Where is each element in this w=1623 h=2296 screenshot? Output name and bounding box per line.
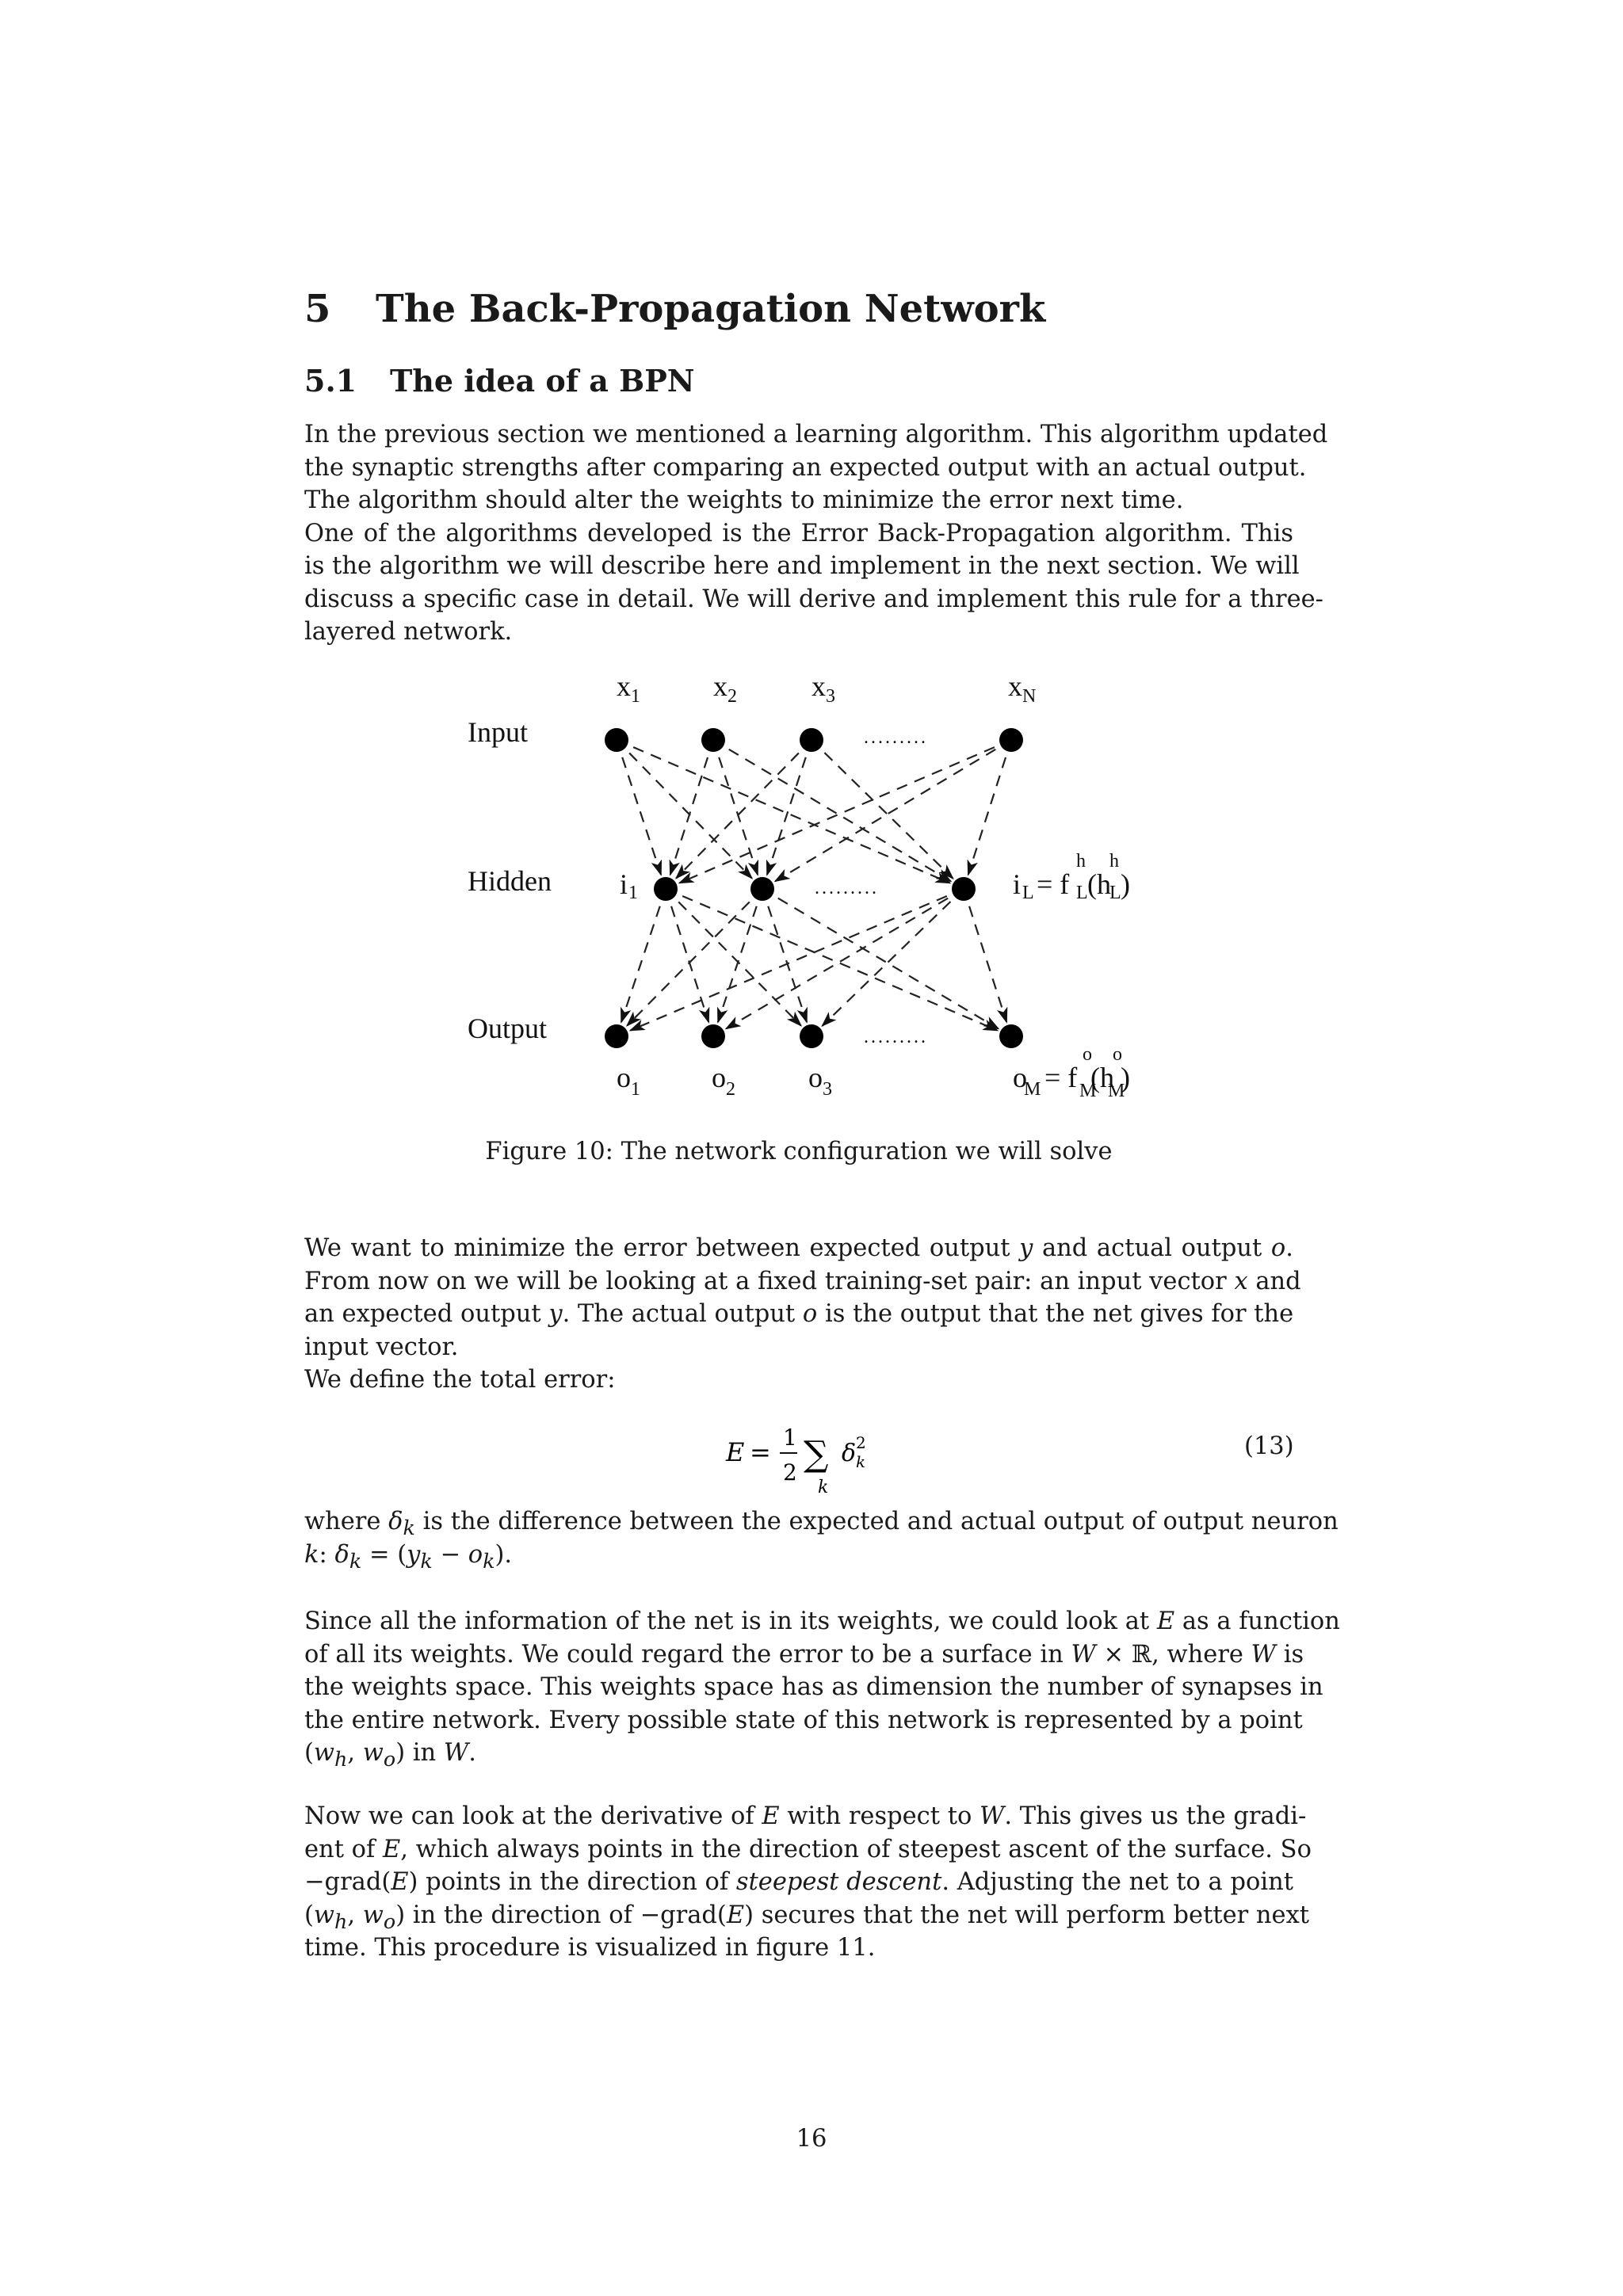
output-eq-f-sub: M <box>1079 1081 1097 1101</box>
text-line: The algorithm should alter the weights to minimize the error next time. <box>304 486 1184 514</box>
hidden-eq-f-sup: h <box>1076 851 1086 871</box>
section-title: The Back-Propagation Network <box>376 287 1046 331</box>
text-line: time. This procedure is visualized in figure 11. <box>304 1934 876 1962</box>
hidden-output-connection <box>682 896 997 1031</box>
input-label-x1: x <box>617 670 631 702</box>
text-line: One of the algorithms developed is the Error Back-Propagation algorithm. This <box>304 519 1293 547</box>
hidden-output-connection <box>621 906 660 1022</box>
hidden-eq-close: ) <box>1121 868 1130 900</box>
equation-number: (13) <box>1244 1432 1294 1460</box>
hidden-output-connection <box>718 906 757 1022</box>
section-number: 5 <box>304 287 331 331</box>
input-label-x1-sub: 1 <box>631 686 640 707</box>
hidden-eq-h-sub: L <box>1109 883 1121 903</box>
input-hidden-connection <box>622 757 661 875</box>
delta-definition <box>304 1505 1338 1573</box>
hidden-neuron <box>952 877 976 901</box>
hidden-label-i1-sub: 1 <box>628 883 638 903</box>
hidden-neuron <box>654 877 678 901</box>
input-label-x2: x <box>713 670 727 702</box>
input-label-x3: x <box>812 670 826 702</box>
text-line: of all its weights. We could regard the error to be a surface in W × ℝ, where W is <box>304 1640 1304 1669</box>
total-error-equation <box>697 1417 935 1496</box>
text-line: We define the total error: <box>304 1366 616 1394</box>
hidden-eq-h: (h <box>1087 868 1111 900</box>
eq-numerator: 1 <box>783 1425 797 1451</box>
text-line: In the previous section we mentioned a learning algorithm. This algorithm updated <box>304 421 1328 448</box>
output-label-o3-sub: 3 <box>823 1079 832 1100</box>
output-label-o1: o <box>617 1062 631 1093</box>
weights-paragraph <box>304 1605 1340 1772</box>
text-line: the entire network. Every possible state of this network is represented by a point <box>304 1706 1303 1734</box>
subsection-title: The idea of a BPN <box>390 363 695 399</box>
text-line: −grad(E) points in the direction of steepest descent. Adjusting the net to a point <box>304 1868 1293 1896</box>
eq-delta-sup: 2 <box>856 1433 866 1452</box>
text-line: Now we can look at the derivative of E with respect to W. This gives us the gradi- <box>304 1802 1307 1830</box>
output-label-o2: o <box>712 1062 726 1093</box>
hidden-eq-h-sup: h <box>1109 851 1119 871</box>
output-neuron <box>605 1024 628 1048</box>
hidden-output-connection <box>627 902 749 1025</box>
eq-delta: δ <box>842 1440 857 1467</box>
eq-E: E <box>726 1437 745 1467</box>
error-paragraph <box>304 1232 1301 1397</box>
eq-sum-index: k <box>818 1478 829 1496</box>
layer-label-input: Input <box>468 716 528 748</box>
text-line: discuss a specific case in detail. We will derive and implement this rule for a three- <box>304 585 1323 613</box>
text-line: ($w_h$, $w_o$) in W. <box>304 1739 476 1772</box>
hidden-ellipsis: ......... <box>815 878 879 898</box>
input-label-x3-sub: 3 <box>826 686 835 707</box>
hidden-output-connection <box>778 898 999 1029</box>
eq-sum-symbol: ∑ <box>804 1434 829 1474</box>
text-line: ent of E, which always points in the direction of steepest ascent of the surface. So <box>304 1835 1312 1863</box>
output-eq-h-sup: o <box>1113 1044 1122 1065</box>
text-line: k: $\delta_k = (y_k - o_k)$. <box>304 1540 513 1573</box>
input-hidden-connection <box>633 747 949 883</box>
input-neuron <box>605 728 628 752</box>
hidden-output-connection <box>630 896 946 1031</box>
input-hidden-connection <box>679 747 994 883</box>
output-eq-h: (h <box>1090 1062 1114 1093</box>
input-hidden-connection <box>729 749 951 882</box>
subsection-number: 5.1 <box>304 363 357 399</box>
figure-caption: Figure 10: The network configuration we will solve <box>485 1138 1113 1165</box>
input-hidden-connection <box>775 749 995 881</box>
page-number: 16 <box>796 2125 827 2153</box>
output-eq-h-sub: M <box>1108 1081 1125 1101</box>
output-label-oM-sub: M <box>1024 1079 1041 1100</box>
output-neuron <box>999 1024 1023 1048</box>
output-label-o3: o <box>808 1062 823 1093</box>
input-neuron <box>701 728 725 752</box>
text-line: layered network. <box>304 618 513 646</box>
hidden-output-connection <box>671 906 708 1022</box>
eq-equals: = <box>750 1437 771 1467</box>
input-label-xN: x <box>1008 670 1022 702</box>
text-line: an expected output y. The actual output o is the output that the net gives for the <box>304 1300 1294 1328</box>
text-line: We want to minimize the error between expected output y and actual output o. <box>304 1234 1293 1262</box>
hidden-output-connection <box>726 898 948 1029</box>
hidden-eq-f: = f <box>1037 868 1070 900</box>
hidden-label-i1: i <box>620 868 628 900</box>
layer-label-output: Output <box>468 1013 548 1044</box>
input-hidden-connection <box>767 757 806 875</box>
hidden-label-iL: i <box>1013 868 1022 900</box>
input-label-x2-sub: 2 <box>727 686 737 707</box>
input-neuron <box>999 728 1023 752</box>
text-line: is the algorithm we will describe here and implement in the next section. We will <box>304 552 1300 580</box>
gradient-paragraph <box>304 1800 1312 1965</box>
eq-delta-sub: k <box>856 1452 866 1471</box>
input-hidden-connection <box>670 757 708 875</box>
text-line: the synaptic strengths after comparing an expected output with an actual output. <box>304 453 1307 482</box>
text-line: the weights space. This weights space has as dimension the number of synapses in <box>304 1673 1323 1701</box>
hidden-eq-f-sub: L <box>1076 883 1088 903</box>
output-neuron <box>701 1024 725 1048</box>
output-label-oM: o <box>1013 1062 1027 1093</box>
eq-denominator: 2 <box>783 1459 797 1486</box>
input-hidden-connection <box>824 753 953 879</box>
output-label-o1-sub: 1 <box>631 1079 640 1100</box>
text-line: Since all the information of the net is in its weights, we could look at E as a function <box>304 1608 1340 1635</box>
output-neuron <box>800 1024 823 1048</box>
input-hidden-connection <box>968 757 1006 875</box>
hidden-output-connection <box>969 906 1006 1022</box>
input-label-xN-sub: N <box>1022 686 1037 707</box>
hidden-neuron <box>750 877 774 901</box>
input-ellipsis: ......... <box>864 727 928 748</box>
output-ellipsis: ......... <box>864 1027 928 1047</box>
output-eq-f: = f <box>1044 1062 1078 1093</box>
text-line: where $\delta_k$ is the difference between the expected and actual output of output neuron <box>304 1508 1338 1540</box>
layer-label-hidden: Hidden <box>468 865 552 897</box>
text-line: From now on we will be looking at a fixed training-set pair: an input vector x and <box>304 1267 1301 1295</box>
output-eq-close: ) <box>1121 1062 1130 1093</box>
hidden-label-iL-sub: L <box>1022 883 1034 903</box>
output-eq-f-sup: o <box>1083 1044 1092 1065</box>
input-neuron <box>800 728 823 752</box>
input-hidden-connection <box>719 757 758 875</box>
neuron-nodes <box>605 728 1023 1048</box>
output-label-o2-sub: 2 <box>726 1079 735 1100</box>
text-line: input vector. <box>304 1333 459 1361</box>
text-line: ($w_h$, $w_o$) in the direction of −grad(E) secures that the net will perform better next <box>304 1901 1310 1933</box>
